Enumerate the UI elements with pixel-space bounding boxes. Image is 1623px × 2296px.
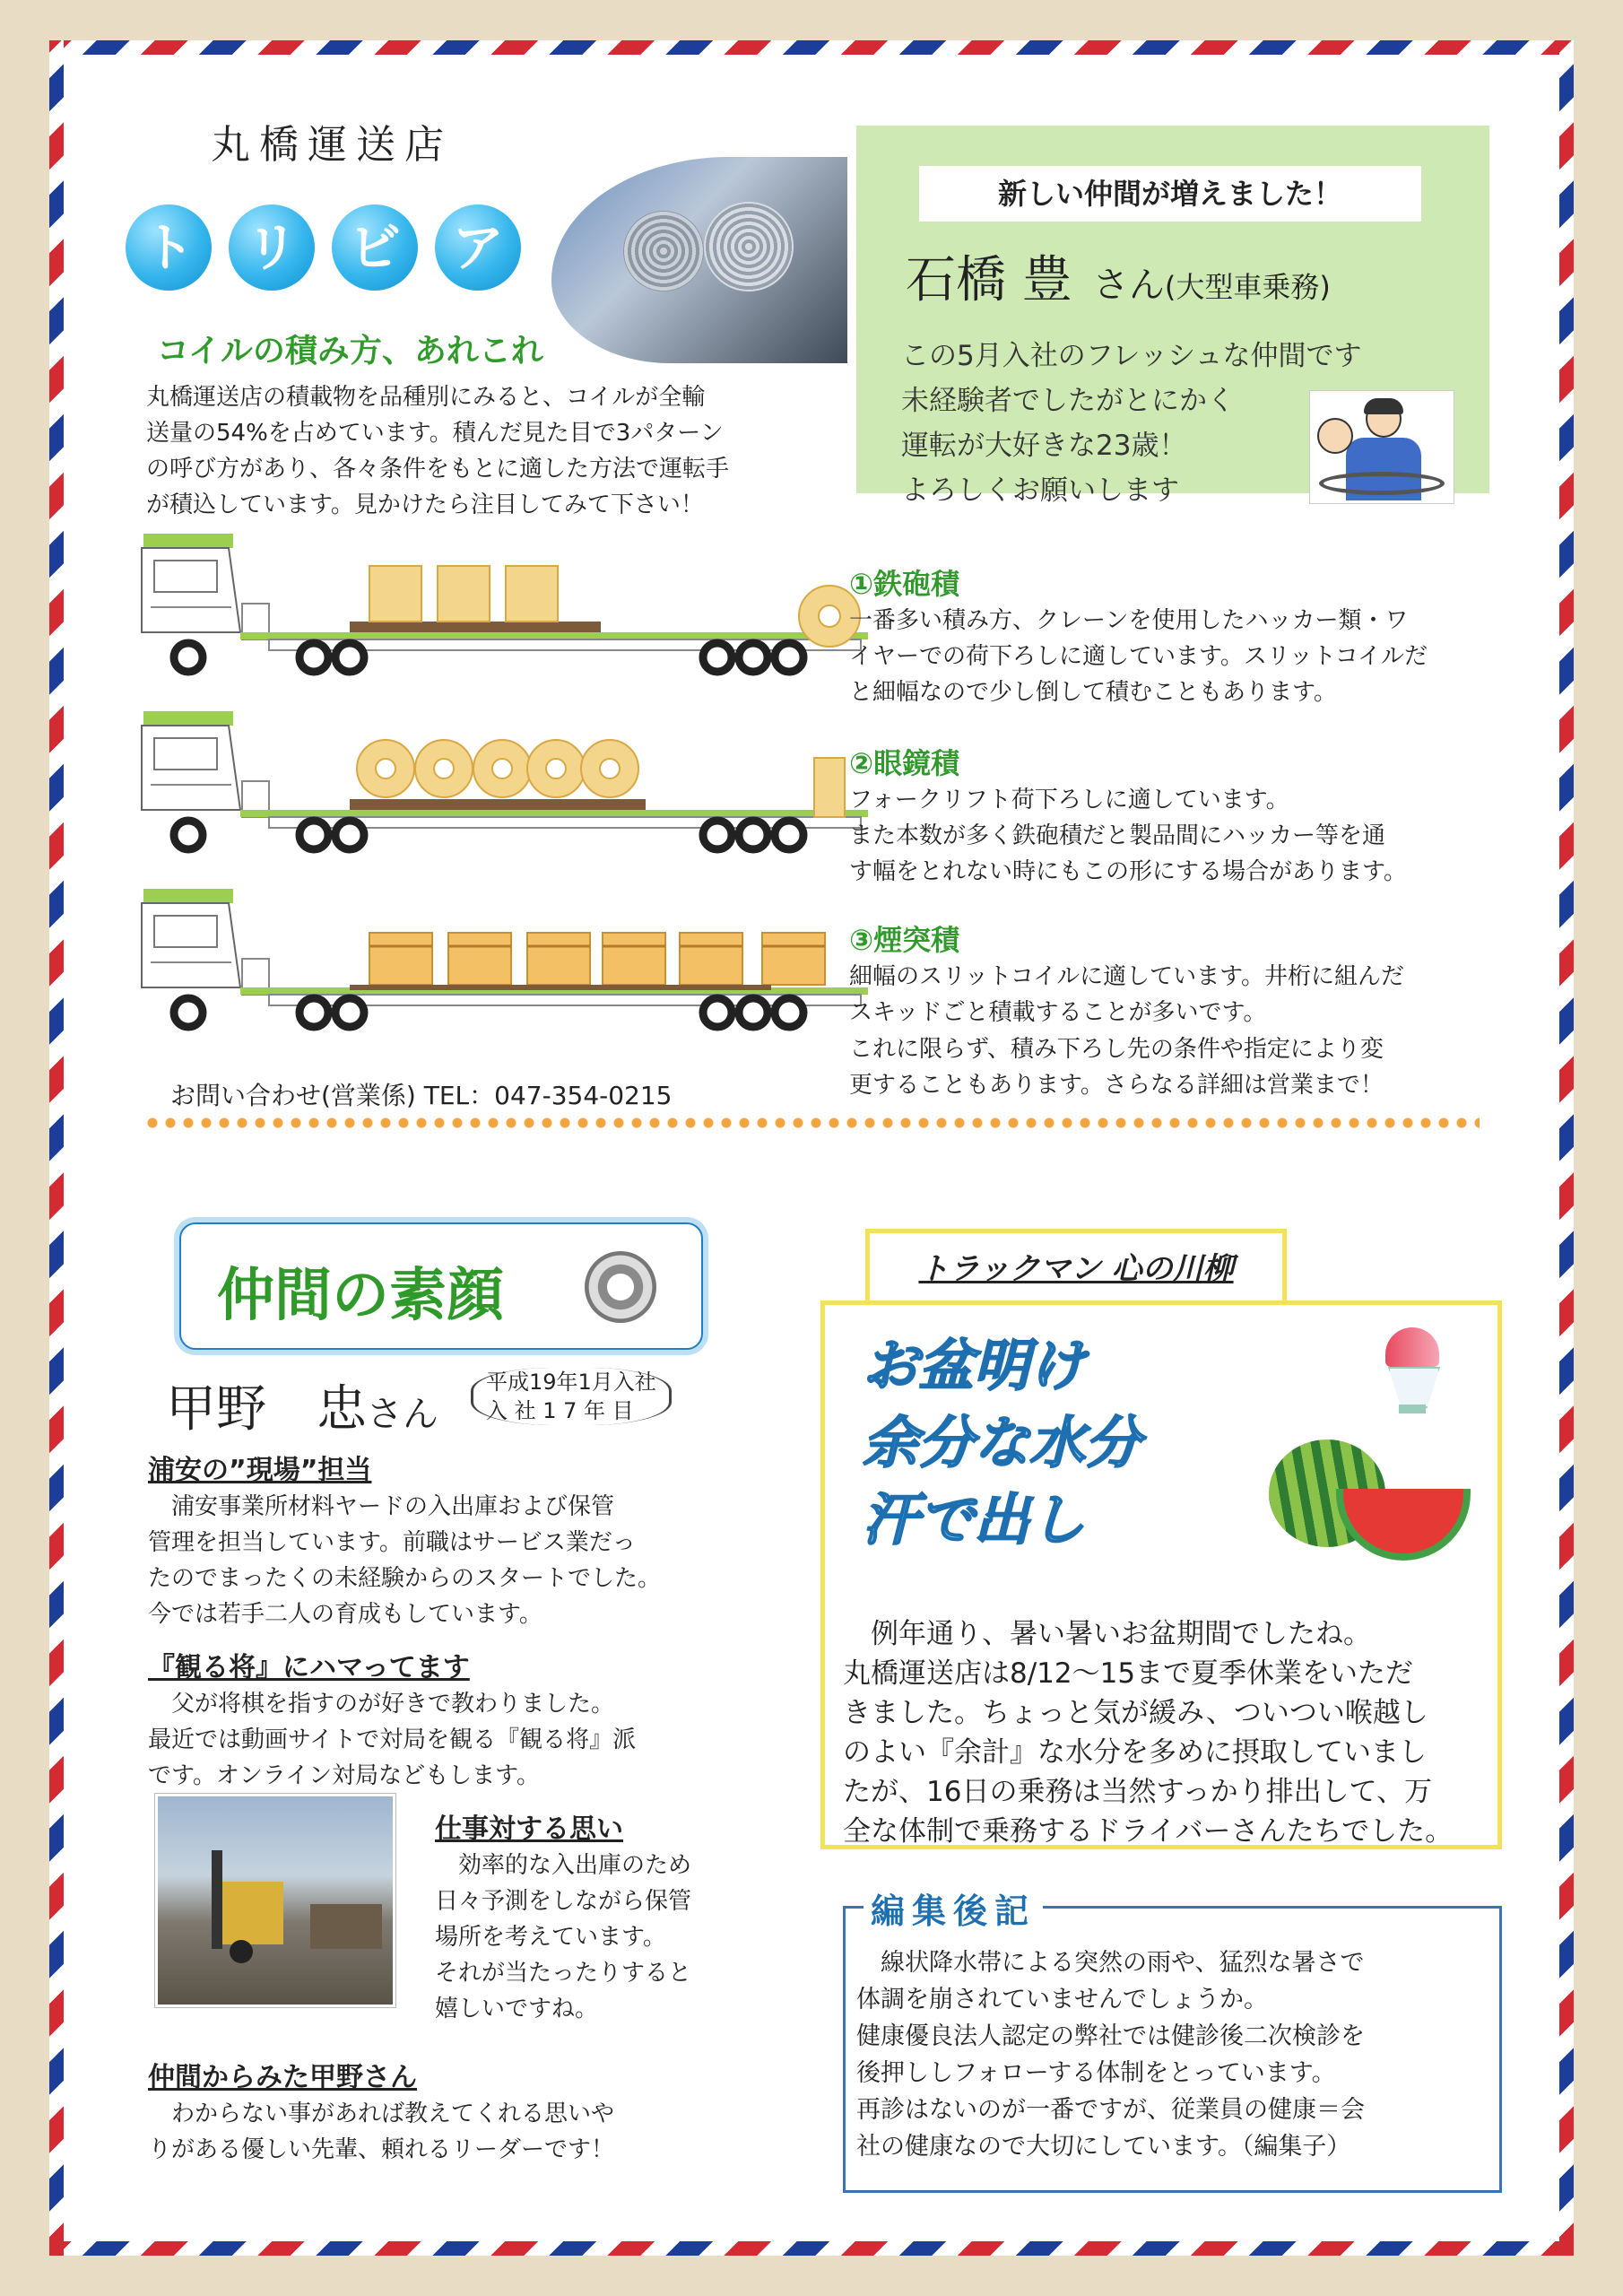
senryu-poem xyxy=(863,1327,1141,1559)
driver-illustration xyxy=(1309,390,1454,504)
method-line: フォークリフト荷下ろしに適しています。 xyxy=(849,787,1289,813)
trivia-title-char-4: ア xyxy=(435,204,521,291)
forklift-photo xyxy=(155,1794,395,2007)
profile-name: 甲野 忠 xyxy=(166,1380,367,1439)
editor-line: 健康優良法人認定の弊社では健診後二次検診を xyxy=(856,2022,1365,2050)
method-teppo xyxy=(849,565,1549,710)
profile-line: 最近では動画サイトで対局を観る『観る将』派 xyxy=(148,1726,637,1753)
trivia-title-char-2: リ xyxy=(229,204,315,291)
profile-section-1 xyxy=(148,1453,847,1632)
trivia-intro-line: 送量の54%を占めています。積んだ見た目で3パターン xyxy=(146,420,724,447)
senryu-text-line: のよい『余計』な水分を多めに摂取していまし xyxy=(843,1736,1427,1769)
editor-text xyxy=(856,1944,1365,2165)
trivia-intro-line: 丸橋運送店の積載物を品種別にみると、コイルが全輸 xyxy=(146,384,706,411)
section-divider xyxy=(143,1117,1480,1129)
method-line: 一番多い積み方、クレーンを使用したハッカー類・ワ xyxy=(849,607,1409,634)
editor-title: 編集後記 xyxy=(864,1883,1043,1933)
senryu-text-line: 丸橋運送店は8/12～15まで夏季休業をいただ xyxy=(843,1657,1414,1690)
method-title: ②眼鏡積 xyxy=(849,746,960,780)
profile-section-heading: 仕事対する思い xyxy=(435,1813,623,1845)
editor-line: 社の健康なので大切にしています。（編集子） xyxy=(856,2133,1351,2161)
profile-section-4 xyxy=(148,2060,847,2168)
profile-line: 日々予測をしながら保管 xyxy=(435,1888,692,1915)
senryu-box xyxy=(820,1300,1502,1849)
trivia-intro-line: の呼び方があり、各々条件をもとに適した方法で運転手 xyxy=(146,456,730,483)
senryu-poem-line: 汗で出し xyxy=(863,1487,1086,1552)
trivia-intro xyxy=(146,379,864,523)
profile-line: 場所を考えています。 xyxy=(435,1924,666,1951)
profile-name-line xyxy=(166,1370,438,1441)
truck-illustrations xyxy=(135,525,888,1081)
trivia-note-line: 更することもあります。さらなる詳細は営業まで！ xyxy=(849,1072,1384,1099)
trivia-note xyxy=(849,1031,1549,1103)
method-line: イヤーでの荷下ろしに適しています。スリットコイルだ xyxy=(849,643,1428,670)
senryu-text-line: 全な体制で乗務するドライバーさんたちでした。 xyxy=(843,1815,1454,1848)
profile-join xyxy=(471,1368,672,1425)
new-member-name: 石橋 豊 xyxy=(906,251,1072,309)
new-member-suffix: さん xyxy=(1092,265,1165,306)
trivia-subtitle: コイルの積み方、あれこれ xyxy=(157,333,543,370)
profile-section-heading: 浦安の”現場”担当 xyxy=(148,1455,372,1486)
profile-line: です。オンライン対局などもします。 xyxy=(148,1762,541,1789)
method-line: 細幅のスリットコイルに適しています。井桁に組んだ xyxy=(849,963,1405,990)
profile-line: 管理を担当しています。前職はサービス業だっ xyxy=(148,1529,636,1556)
trivia-intro-line: が積込しています。見かけたら注目してみて下さい！ xyxy=(146,491,704,518)
profile-section-2 xyxy=(148,1650,847,1794)
senryu-header-text: トラックマン 心の川柳 xyxy=(918,1251,1234,1287)
method-line: また本数が多く鉄砲積だと製品間にハッカー等を通 xyxy=(849,822,1386,849)
profile-line: 浦安事業所材料ヤードの入出庫および保管 xyxy=(148,1493,615,1520)
trivia-title-char-1: ト xyxy=(126,204,212,291)
company-name: 丸橋運送店 xyxy=(211,122,453,168)
senryu-text xyxy=(843,1614,1453,1851)
editor-line: 体調を崩されていませんでしょうか。 xyxy=(856,1986,1268,2013)
new-member-banner-text: 新しい仲間が増えました！ xyxy=(997,177,1342,211)
method-line: スキッドごと積載することが多いです。 xyxy=(849,999,1267,1026)
new-member-line: 未経験者でしたがとにかく xyxy=(901,385,1235,417)
editor-line: 線状降水帯による突然の雨や、猛烈な暑さで xyxy=(856,1949,1365,1977)
profile-section-heading: 『観る将』にハマってます xyxy=(148,1652,470,1683)
profile-title: 仲間の素顔 xyxy=(217,1263,504,1329)
profile-join-line: 入 社 1 7 年 目 xyxy=(486,1398,634,1423)
profile-line: それが当たったりすると xyxy=(435,1960,692,1987)
watermelon-icon xyxy=(1269,1439,1475,1574)
method-title: ①鉄砲積 xyxy=(849,567,960,601)
profile-line: わからない事があれば教えてくれる思いや xyxy=(148,2100,615,2127)
new-member-banner xyxy=(919,166,1421,222)
new-member-line: よろしくお願いします xyxy=(901,474,1179,507)
contact-info: お問い合わせ(営業係) TEL：047-354-0215 xyxy=(170,1081,673,1110)
senryu-text-line: きました。ちょっと気が緩み、ついつい喉越し xyxy=(843,1697,1428,1729)
profile-section-heading: 仲間からみた甲野さん xyxy=(148,2062,417,2093)
profile-title-box xyxy=(179,1222,703,1350)
method-entotsu xyxy=(849,921,1549,1031)
new-member-text xyxy=(901,334,1362,513)
shaved-ice-icon xyxy=(1381,1327,1444,1417)
method-title: ③煙突積 xyxy=(849,923,960,957)
editor-box xyxy=(843,1892,1502,2193)
senryu-poem-line: お盆明け xyxy=(863,1333,1086,1398)
senryu-header xyxy=(865,1229,1287,1305)
profile-line: 今では若手二人の育成もしています。 xyxy=(148,1601,542,1628)
profile-suffix: さん xyxy=(367,1394,438,1435)
trivia-note-line: これに限らず、積み下ろし先の条件や指定により変 xyxy=(849,1036,1384,1063)
profile-section-3 xyxy=(435,1812,829,2027)
profile-line: たのでまったくの未経験からのスタートでした。 xyxy=(148,1565,662,1592)
newsletter-page xyxy=(49,40,1574,2256)
senryu-poem-line: 余分な水分 xyxy=(863,1410,1141,1475)
new-member-box xyxy=(856,126,1489,507)
profile-line: 効率的な入出庫のため xyxy=(435,1852,692,1879)
profile-line: 父が将棋を指すのが好きで教わりました。 xyxy=(148,1691,615,1718)
profile-line: 嬉しいですね。 xyxy=(435,1996,599,2022)
profile-join-line: 平成19年1月入社 xyxy=(486,1370,656,1395)
new-member-name-line xyxy=(906,240,1331,312)
method-line: す幅をとれない時にもこの形にする場合があります。 xyxy=(849,858,1407,885)
method-megane xyxy=(849,744,1549,890)
trivia-title-char-3: ビ xyxy=(332,204,418,291)
profile-line: りがある優しい先輩、頼れるリーダーです！ xyxy=(148,2136,615,2163)
editor-line: 後押ししフォローする体制をとっています。 xyxy=(856,2059,1336,2087)
senryu-text-line: たが、16日の乗務は当然すっかり排出して、万 xyxy=(843,1776,1432,1808)
new-member-role: (大型車乗務) xyxy=(1164,270,1331,304)
new-member-line: 運転が大好きな23歳！ xyxy=(901,430,1187,462)
new-member-line: この5月入社のフレッシュな仲間です xyxy=(901,340,1362,372)
editor-line: 再診はないのが一番ですが、従業員の健康＝会 xyxy=(856,2096,1365,2124)
method-line: と細幅なので少し倒して積むこともあります。 xyxy=(849,679,1337,706)
steering-wheel-icon xyxy=(585,1251,656,1323)
senryu-text-line: 例年通り、暑い暑いお盆期間でしたね。 xyxy=(843,1618,1371,1650)
